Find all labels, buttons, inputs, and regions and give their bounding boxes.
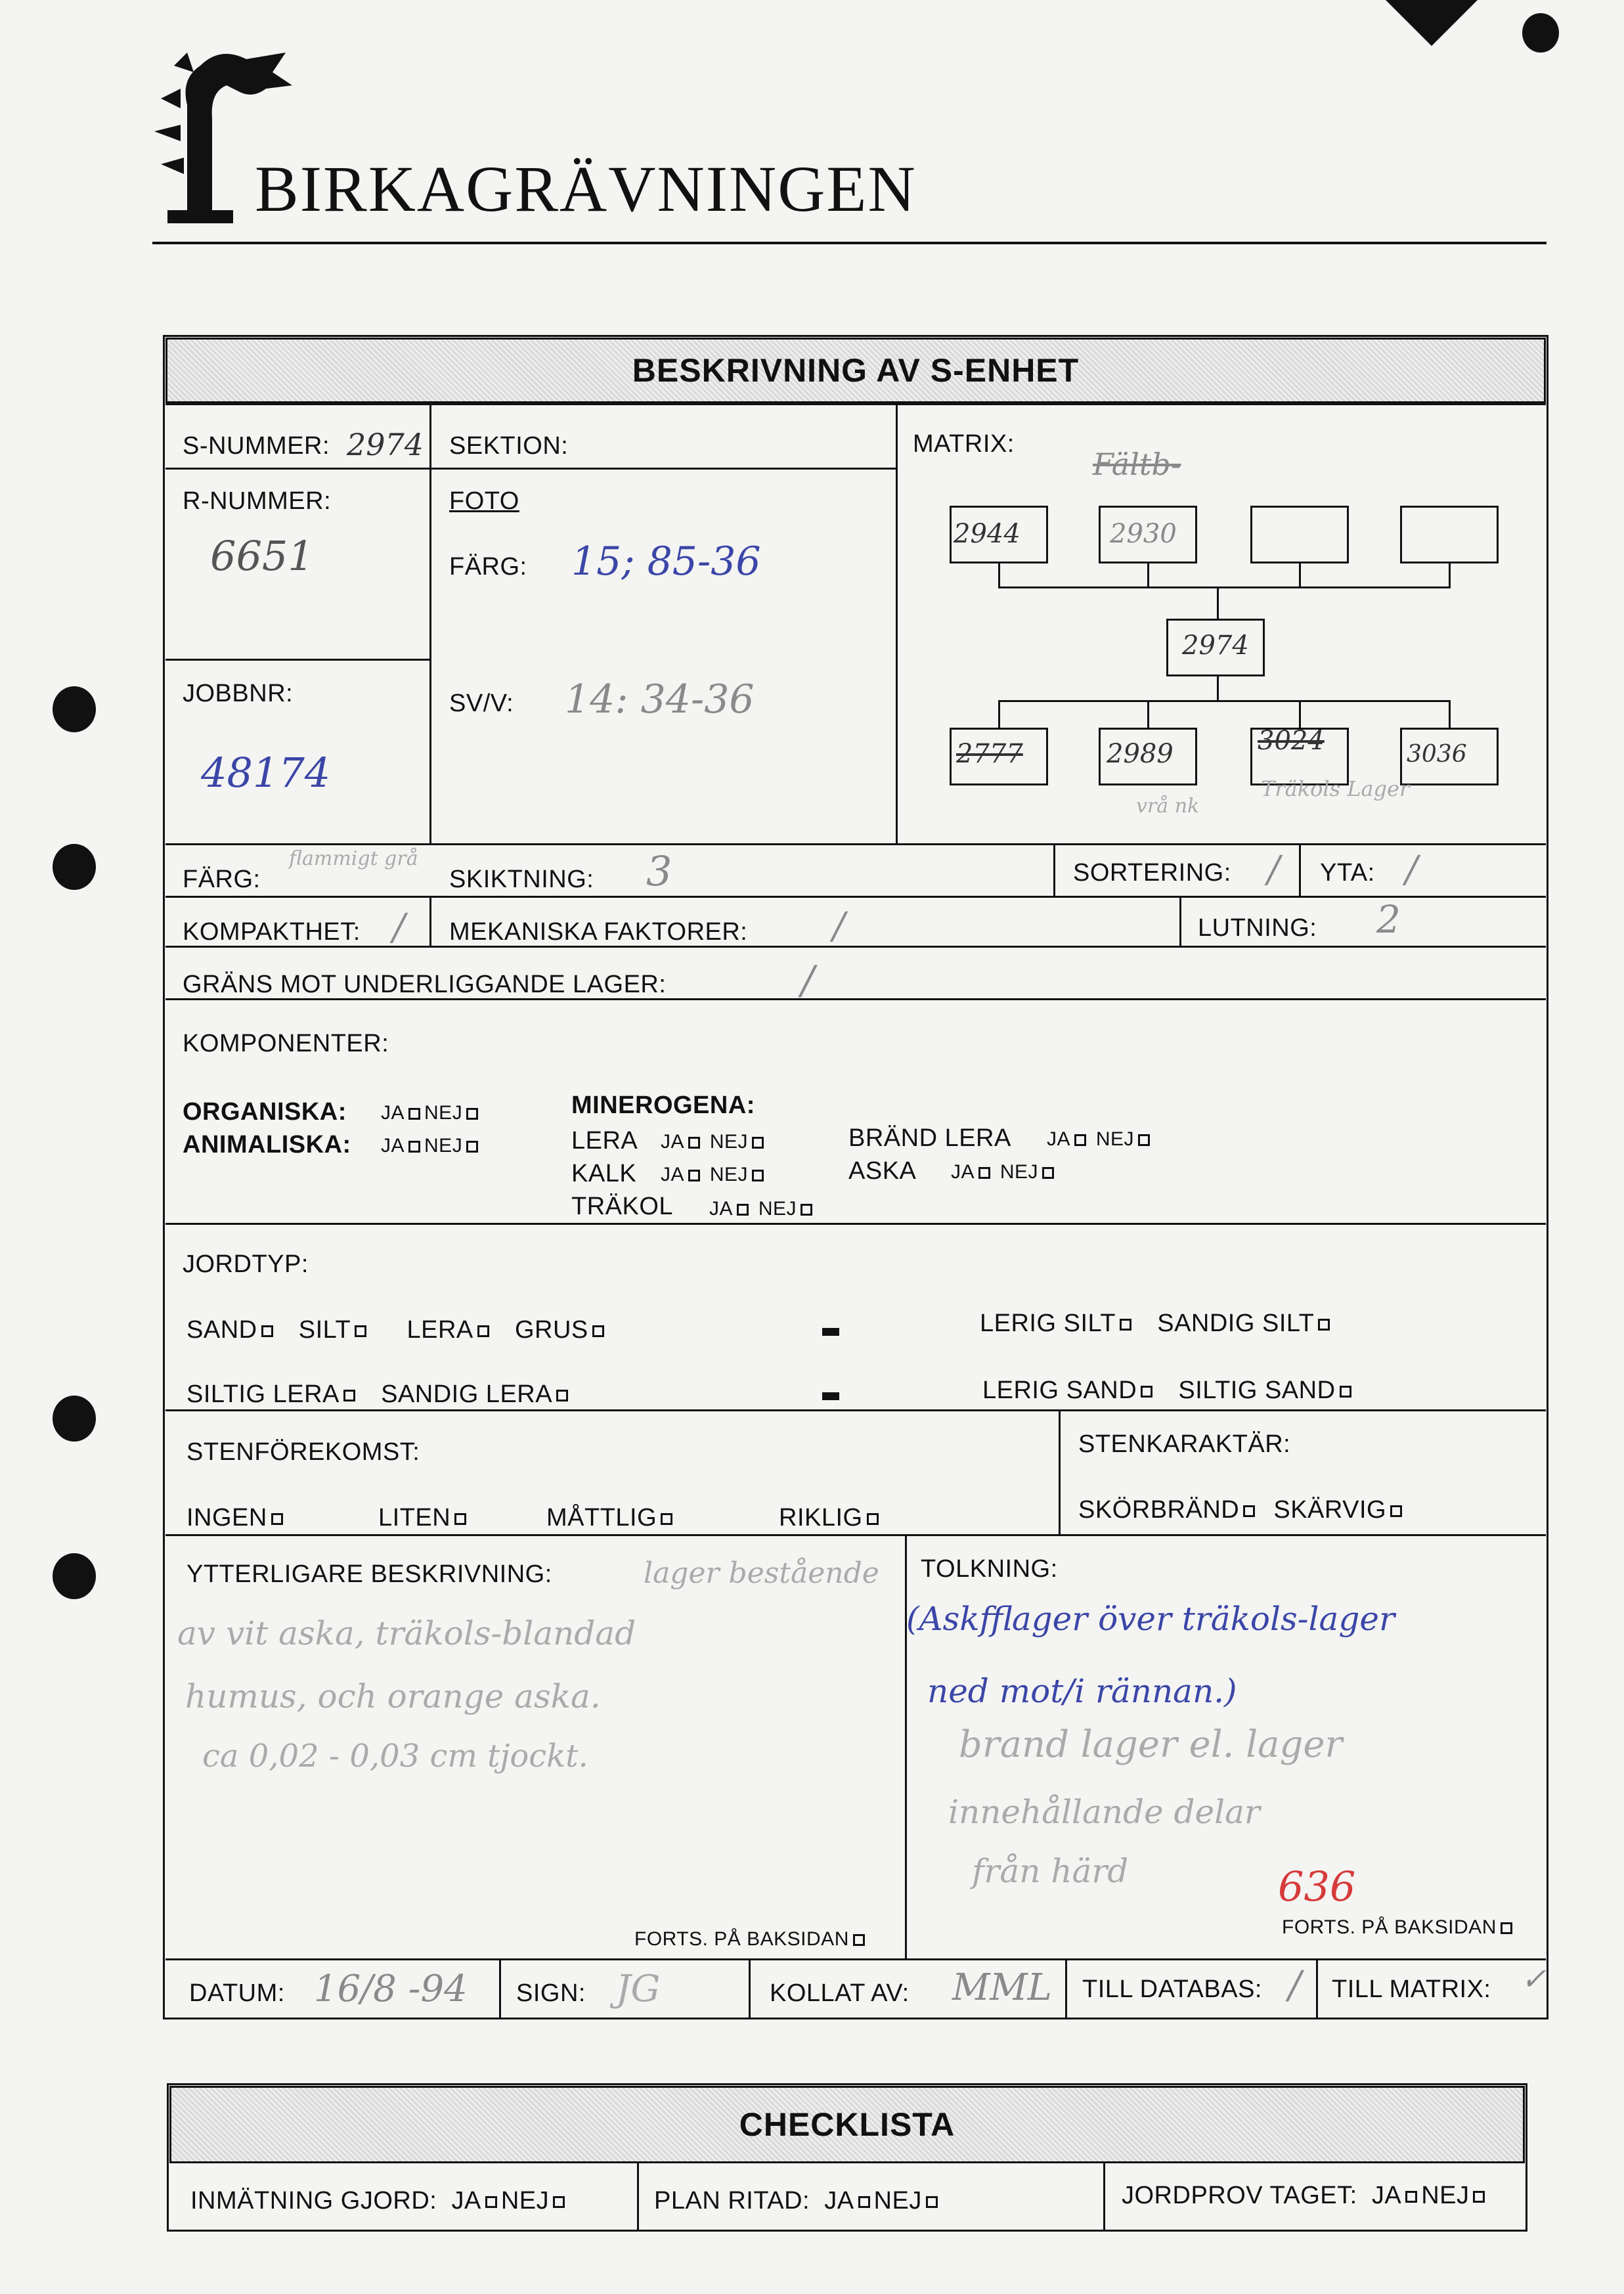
foto-label: FOTO xyxy=(449,487,519,515)
plan-label: PLAN RITAD: xyxy=(654,2187,810,2215)
till-databas-label: TILL DATABAS: xyxy=(1082,1975,1262,2003)
till-matrix-value[interactable]: ✓ xyxy=(1521,1961,1547,1996)
farg-label: FÄRG: xyxy=(183,866,261,893)
foto-farg-value[interactable]: 15; 85-36 xyxy=(571,539,761,585)
skiktning-label: SKIKTNING: xyxy=(449,866,594,893)
lerig-silt-checkbox[interactable] xyxy=(1120,1319,1131,1331)
sortering-value[interactable]: / xyxy=(1267,849,1280,891)
jordtyp-sandig-silt: SANDIG SILT xyxy=(1157,1310,1315,1337)
jobbnr-label: JOBBNR: xyxy=(183,680,294,707)
grans-label: GRÄNS MOT UNDERLIGGANDE LAGER: xyxy=(183,971,667,998)
animaliska-ja-checkbox[interactable] xyxy=(408,1141,420,1153)
komponenter-label: KOMPONENTER: xyxy=(183,1030,389,1057)
r-nummer-value[interactable]: 6651 xyxy=(210,532,314,580)
s-nummer-label: S-NUMMER: xyxy=(183,432,330,460)
tolkning-blue-line[interactable]: (Askfflager över träkols-lager xyxy=(906,1600,1395,1638)
punch-hole xyxy=(53,686,96,732)
skarvig-checkbox[interactable] xyxy=(1390,1505,1402,1517)
farg-value[interactable]: flammigt grå xyxy=(289,847,418,870)
tolkning-gray-line[interactable]: brand lager el. lager xyxy=(959,1723,1343,1766)
aska-ja-checkbox[interactable] xyxy=(978,1167,990,1179)
kollat-value[interactable]: MML xyxy=(952,1966,1052,2009)
jordprov-ja-checkbox[interactable] xyxy=(1405,2191,1417,2203)
tolkning-label: TOLKNING: xyxy=(921,1555,1058,1583)
matrix-top-value: 2930 xyxy=(1110,519,1177,549)
matrix-label: MATRIX: xyxy=(913,430,1015,458)
kompakthet-value[interactable]: / xyxy=(393,906,405,949)
sten-ingen: INGEN xyxy=(187,1504,267,1532)
silt-checkbox[interactable] xyxy=(355,1325,366,1337)
dash-mark xyxy=(822,1392,839,1400)
skorbrand-checkbox[interactable] xyxy=(1243,1505,1255,1517)
jordtyp-siltig-sand: SILTIG SAND xyxy=(1178,1377,1336,1404)
sand-checkbox[interactable] xyxy=(261,1325,273,1337)
punch-hole xyxy=(53,1553,96,1599)
sign-label: SIGN: xyxy=(516,1979,586,2007)
lera-ja-checkbox[interactable] xyxy=(688,1137,700,1149)
matrix-top-box[interactable] xyxy=(1250,506,1349,563)
tolkning-gray-line[interactable]: från härd xyxy=(972,1852,1129,1890)
kalk-label: KALK xyxy=(571,1160,637,1187)
aska-label: ASKA xyxy=(848,1157,917,1185)
animaliska-label: ANIMALISKA: xyxy=(183,1131,351,1158)
datum-value[interactable]: 16/8 -94 xyxy=(314,1968,468,2010)
matrix-bottom-value: 3024 xyxy=(1258,726,1325,756)
sten-skarvig: SKÄRVIG xyxy=(1273,1496,1387,1524)
stenkaraktar-label: STENKARAKTÄR: xyxy=(1078,1430,1291,1458)
sandig-silt-checkbox[interactable] xyxy=(1318,1319,1330,1331)
matrix-note: vrå nk xyxy=(1136,795,1200,818)
foto-farg-label: FÄRG: xyxy=(449,553,527,581)
brand-lera-label: BRÄND LERA xyxy=(848,1124,1011,1152)
brand-lera-nej-checkbox[interactable] xyxy=(1138,1134,1150,1146)
jordprov-nej-checkbox[interactable] xyxy=(1473,2191,1485,2203)
sten-liten-checkbox[interactable] xyxy=(454,1513,466,1525)
kollat-label: KOLLAT AV: xyxy=(770,1979,910,2007)
sten-liten: LITEN xyxy=(378,1504,451,1532)
animaliska-ja: JA NEJ xyxy=(381,1135,482,1157)
jordtyp-sand: SAND xyxy=(187,1316,257,1344)
tolkning-forts-checkbox[interactable] xyxy=(1501,1922,1512,1934)
lerig-sand-checkbox[interactable] xyxy=(1141,1386,1152,1398)
skiktning-value[interactable]: 3 xyxy=(646,847,672,895)
plan-ja-checkbox[interactable] xyxy=(858,2196,870,2208)
kalk-nej-checkbox[interactable] xyxy=(752,1170,764,1181)
checklist-banner xyxy=(169,2086,1525,2163)
inmatning-nej-checkbox[interactable] xyxy=(553,2196,565,2208)
tolkning-red-number: 636 xyxy=(1278,1863,1356,1910)
trakol-ja-checkbox[interactable] xyxy=(737,1204,749,1216)
ytterligare-line[interactable]: lager bestående xyxy=(644,1556,879,1590)
tolkning-forts: FORTS. PÅ BAKSIDAN xyxy=(1282,1916,1497,1938)
matrix-bottom-value: 3036 xyxy=(1407,741,1467,768)
animaliska-nej-checkbox[interactable] xyxy=(466,1141,478,1153)
sten-skorbrand: SKÖRBRÄND xyxy=(1078,1496,1240,1524)
sten-riklig-checkbox[interactable] xyxy=(867,1513,879,1525)
dash-mark xyxy=(822,1328,839,1336)
inmatning-label: INMÄTNING GJORD: xyxy=(190,2187,437,2215)
trakol-nej-checkbox[interactable] xyxy=(801,1204,812,1216)
punch-hole xyxy=(53,844,96,890)
tolkning-gray-line[interactable]: innehållande delar xyxy=(948,1793,1260,1831)
minerogena-label: MINEROGENA: xyxy=(571,1092,755,1119)
matrix-top-box[interactable] xyxy=(1400,506,1499,563)
ytterligare-forts-checkbox[interactable] xyxy=(853,1934,865,1946)
grus-checkbox[interactable] xyxy=(592,1325,604,1337)
sign-value[interactable]: JG xyxy=(616,1968,661,2010)
yta-label: YTA: xyxy=(1320,859,1375,887)
ytterligare-line[interactable]: ca 0,02 - 0,03 cm tjockt. xyxy=(202,1738,588,1775)
form-title: BESKRIVNING AV S-ENHET xyxy=(632,352,1080,389)
matrix-top-value: 2944 xyxy=(954,519,1020,549)
r-nummer-label: R-NUMMER: xyxy=(183,487,332,515)
tolkning-blue-line[interactable]: ned mot/i rännan.) xyxy=(927,1672,1237,1710)
kompakthet-label: KOMPAKTHET: xyxy=(183,918,361,946)
mekaniska-value[interactable]: / xyxy=(833,905,845,948)
till-matrix-label: TILL MATRIX: xyxy=(1332,1975,1491,2003)
mekaniska-label: MEKANISKA FAKTORER: xyxy=(449,918,748,946)
till-databas-value[interactable]: / xyxy=(1288,1962,1302,2007)
inmatning-ja-checkbox[interactable] xyxy=(485,2196,497,2208)
organiska-ja-checkbox[interactable] xyxy=(408,1108,420,1120)
sten-mattlig-checkbox[interactable] xyxy=(661,1513,672,1525)
jordtyp-grus: GRUS xyxy=(514,1316,588,1344)
stenforekomst-label: STENFÖREKOMST: xyxy=(187,1438,420,1466)
siltig-sand-checkbox[interactable] xyxy=(1340,1386,1351,1398)
sortering-label: SORTERING: xyxy=(1073,859,1231,887)
jordtyp-silt: SILT xyxy=(298,1316,351,1344)
form-title-banner xyxy=(165,338,1546,403)
matrix-struck-note: Fältb- xyxy=(1093,447,1181,482)
grans-value[interactable]: / xyxy=(801,958,815,1004)
matrix-note: Träkols Lager xyxy=(1261,776,1410,801)
page-title: BIRKAGRÄVNINGEN xyxy=(255,152,917,225)
sten-riklig: RIKLIG xyxy=(779,1504,863,1532)
organiska-label: ORGANISKA: xyxy=(183,1098,347,1126)
organiska-nej-checkbox[interactable] xyxy=(466,1108,478,1120)
brand-lera-ja-checkbox[interactable] xyxy=(1074,1134,1086,1146)
foto-svv-label: SV/V: xyxy=(449,690,514,717)
matrix-bottom-value: 2989 xyxy=(1107,739,1174,769)
sektion-label: SEKTION: xyxy=(449,432,569,460)
siltig-lera-checkbox[interactable] xyxy=(343,1390,355,1401)
header-rule xyxy=(152,242,1547,244)
ytterligare-forts: FORTS. PÅ BAKSIDAN xyxy=(634,1928,849,1950)
sandig-lera-checkbox[interactable] xyxy=(556,1390,568,1401)
aska-nej-checkbox[interactable] xyxy=(1042,1167,1054,1179)
matrix-bottom-value: 2777 xyxy=(956,739,1023,769)
lutning-value[interactable]: 2 xyxy=(1376,897,1401,942)
jordtyp-siltig-lera: SILTIG LERA xyxy=(187,1380,340,1408)
foto-svv-value[interactable]: 14: 34-36 xyxy=(565,676,755,722)
organiska-ja: JA NEJ xyxy=(381,1102,482,1124)
jordtyp-label: JORDTYP: xyxy=(183,1250,309,1278)
ytterligare-label: YTTERLIGARE BESKRIVNING: xyxy=(187,1560,552,1588)
jordtyp-lera: LERA xyxy=(406,1316,473,1344)
jordprov-label: JORDPROV TAGET: xyxy=(1122,2182,1357,2209)
jordtyp-lerig-sand: LERIG SAND xyxy=(982,1377,1137,1404)
jordtyp-sandig-lera: SANDIG LERA xyxy=(381,1380,553,1408)
jordtyp-lerig-silt: LERIG SILT xyxy=(980,1310,1116,1337)
jobbnr-value[interactable]: 48174 xyxy=(201,749,331,797)
corner-fold xyxy=(1386,0,1478,46)
yta-value[interactable]: / xyxy=(1405,849,1418,891)
punch-hole xyxy=(1522,13,1559,53)
lera-label: LERA xyxy=(571,1127,638,1155)
lera-nej-checkbox[interactable] xyxy=(752,1137,764,1149)
punch-hole xyxy=(53,1396,96,1442)
trakol-label: TRÄKOL xyxy=(571,1193,674,1220)
sten-ingen-checkbox[interactable] xyxy=(271,1513,283,1525)
lutning-label: LUTNING: xyxy=(1198,914,1317,942)
s-nummer-value[interactable]: 2974 xyxy=(347,427,424,462)
checklist-title: CHECKLISTA xyxy=(739,2106,955,2143)
kalk-ja-checkbox[interactable] xyxy=(688,1170,700,1181)
datum-label: DATUM: xyxy=(189,1979,285,2007)
matrix-center-value: 2974 xyxy=(1182,630,1249,661)
sten-mattlig: MÅTTLIG xyxy=(546,1504,657,1532)
ytterligare-line[interactable]: humus, och orange aska. xyxy=(185,1677,601,1715)
plan-nej-checkbox[interactable] xyxy=(926,2196,938,2208)
ytterligare-line[interactable]: av vit aska, träkols-blandad xyxy=(177,1614,636,1652)
lera-checkbox[interactable] xyxy=(477,1325,489,1337)
